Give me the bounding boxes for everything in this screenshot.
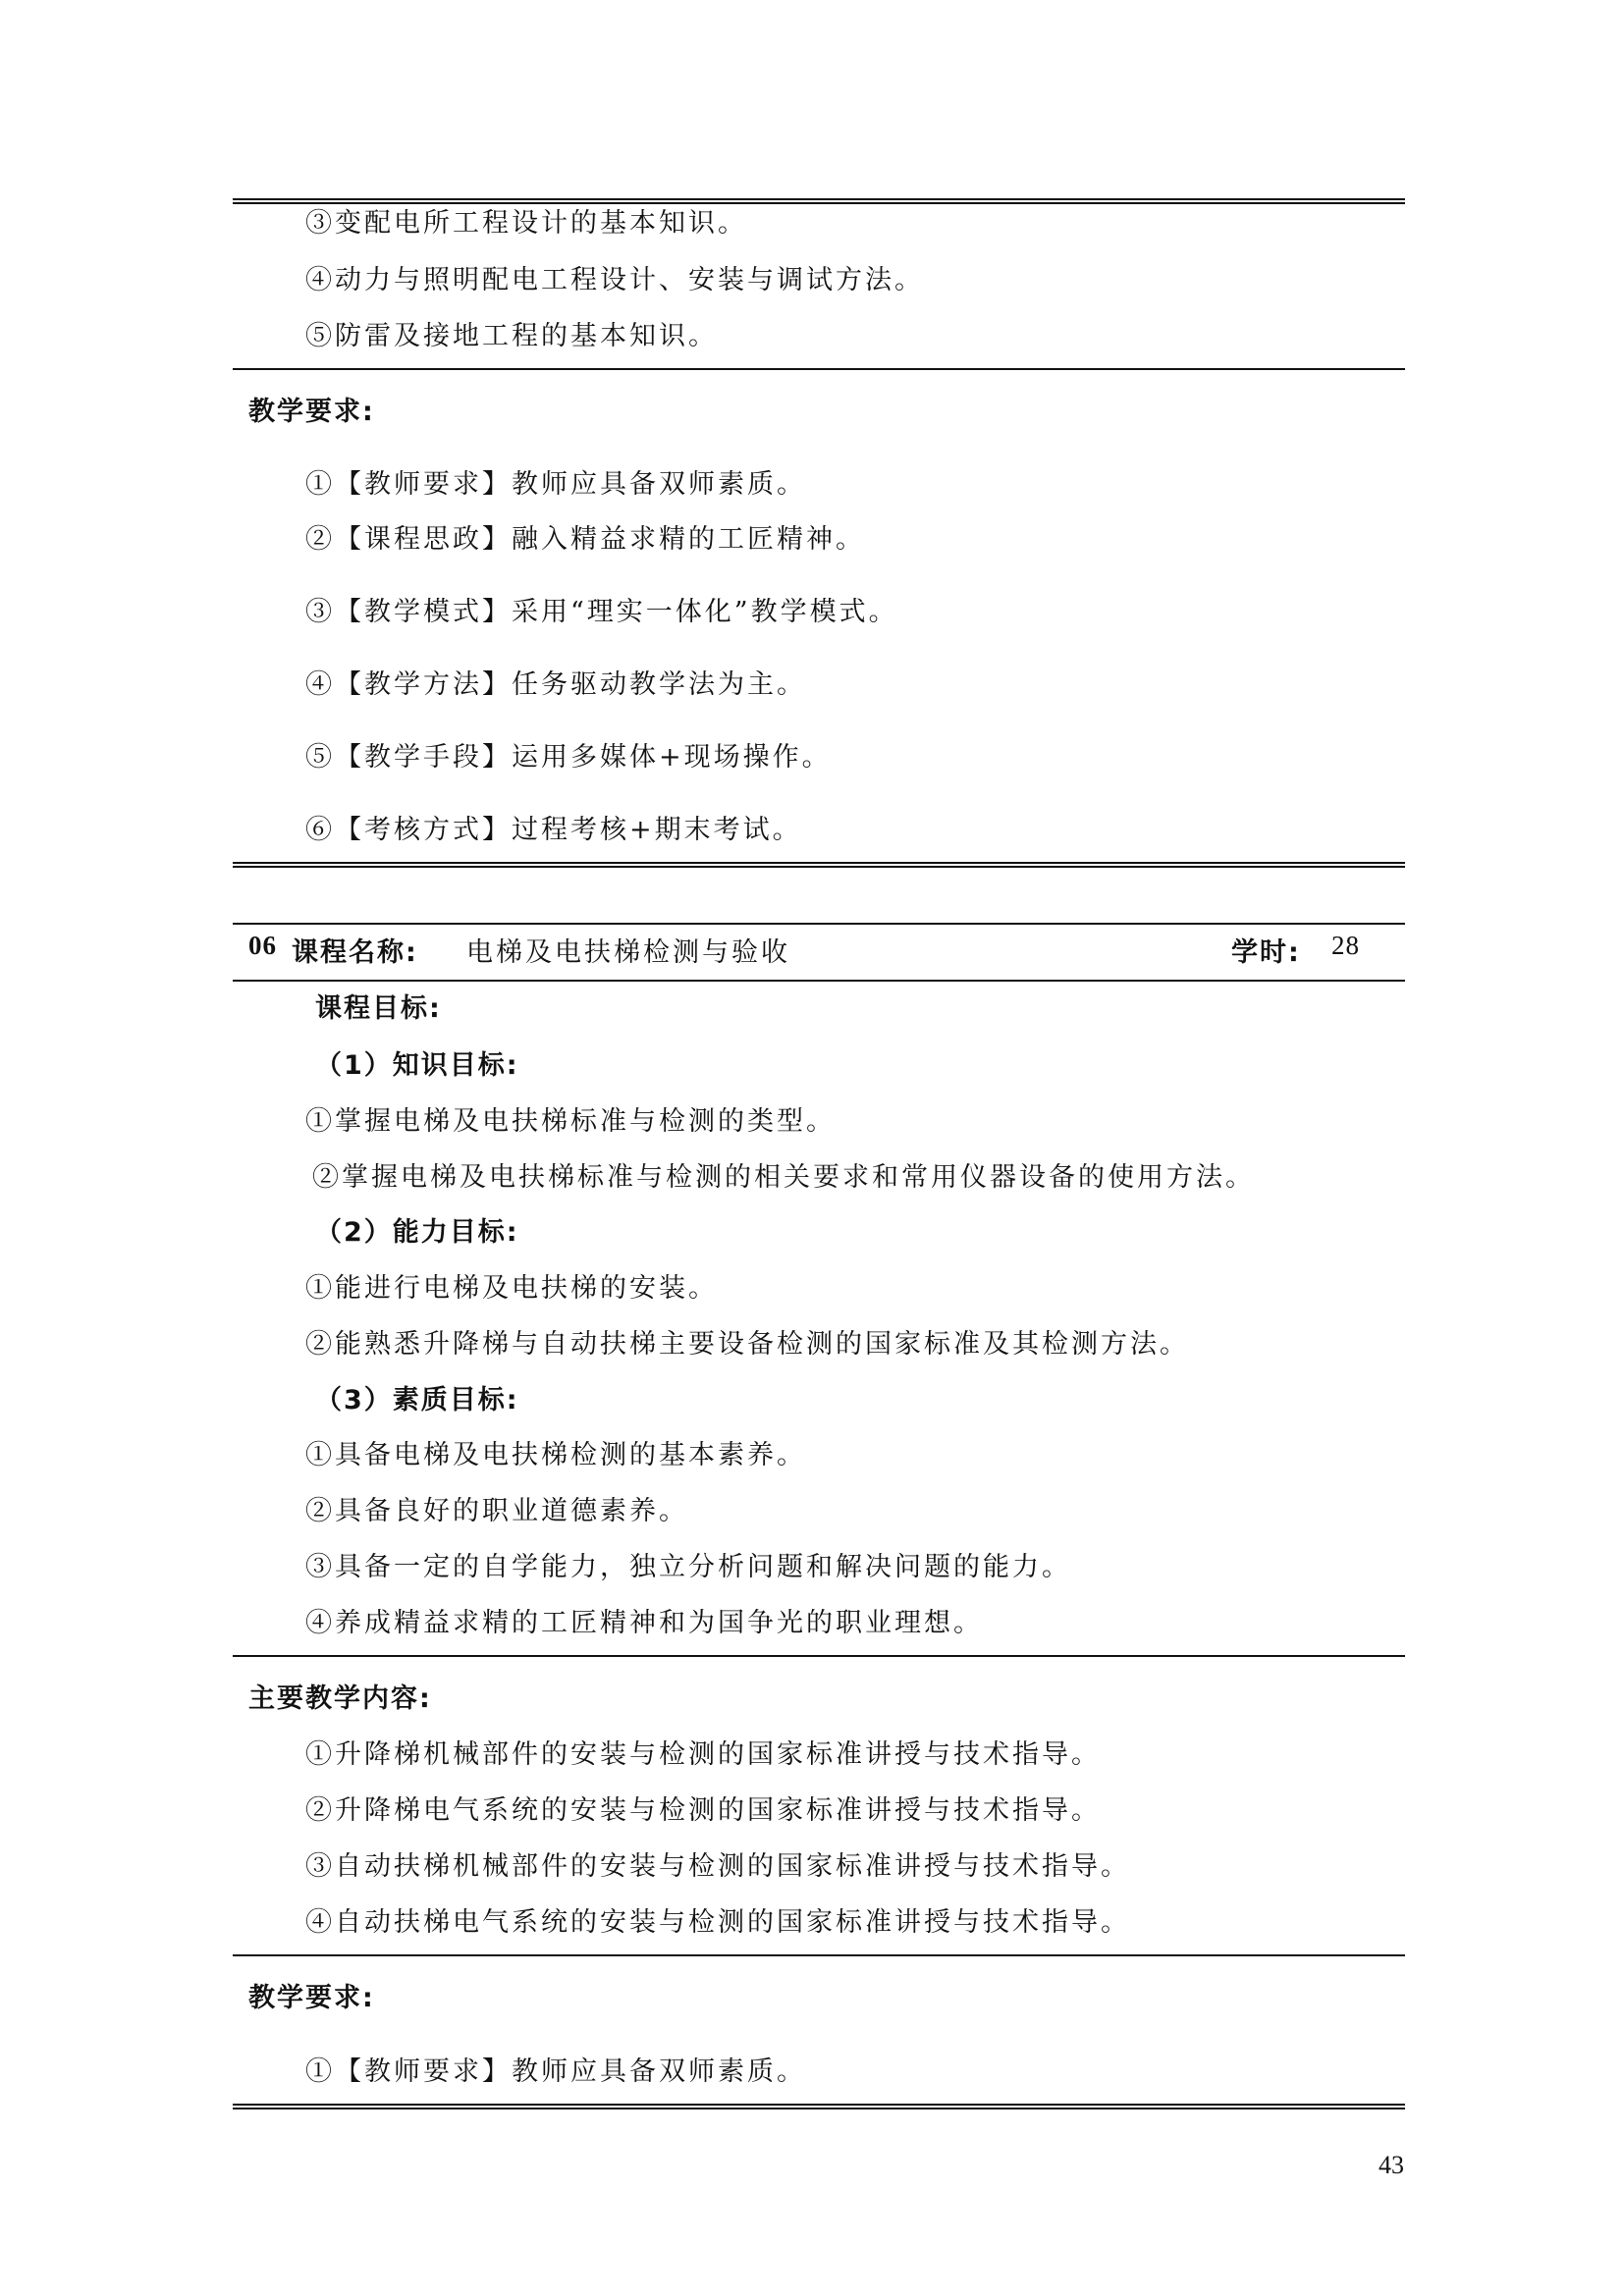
section-end-double-rule: [233, 862, 1405, 868]
requirement-item: ④【教学方法】任务驱动教学法为主。: [305, 669, 806, 700]
course-number: [248, 931, 277, 961]
divider-rule: [233, 368, 1405, 370]
course-header-top-rule: [233, 923, 1405, 925]
knowledge-item: ②掌握电梯及电扶梯标准与检测的相关要求和常用仪器设备的使用方法。: [312, 1162, 1255, 1193]
course-name: 电梯及电扶梯检测与验收: [466, 937, 790, 968]
divider-rule: [233, 1954, 1405, 1956]
hours-value: 28: [1331, 931, 1360, 960]
knowledge-item: ①掌握电梯及电扶梯标准与检测的类型。: [305, 1106, 836, 1137]
content-item: ④自动扶梯电气系统的安装与检测的国家标准讲授与技术指导。: [305, 1907, 1130, 1938]
quality-item: ①具备电梯及电扶梯检测的基本素养。: [305, 1440, 806, 1470]
page-number: 43: [1379, 2151, 1404, 2179]
bottom-double-rule: [233, 2104, 1405, 2109]
requirement-item: ③【教学模式】采用“理实一体化”教学模式。: [305, 597, 898, 627]
content-item: ②升降梯电气系统的安装与检测的国家标准讲授与技术指导。: [305, 1795, 1101, 1826]
content-item: ③变配电所工程设计的基本知识。: [305, 208, 747, 239]
quality-heading: （3）素质目标:: [315, 1385, 519, 1415]
requirements-heading: 教学要求:: [248, 1983, 375, 2013]
hours-label: 学时:: [1231, 937, 1301, 968]
requirement-item: ⑤【教学手段】运用多媒体+现场操作。: [305, 742, 832, 773]
ability-item: ②能熟悉升降梯与自动扶梯主要设备检测的国家标准及其检测方法。: [305, 1329, 1189, 1360]
course-number-value: 06: [248, 931, 277, 960]
content-heading: 主要教学内容:: [248, 1683, 432, 1714]
content-item: ③自动扶梯机械部件的安装与检测的国家标准讲授与技术指导。: [305, 1851, 1130, 1882]
content-item: ④动力与照明配电工程设计、安装与调试方法。: [305, 265, 924, 295]
requirement-item: ①【教师要求】教师应具备双师素质。: [305, 469, 806, 500]
requirement-item: ①【教师要求】教师应具备双师素质。: [305, 2056, 806, 2087]
section-heading-requirements: 教学要求:: [248, 397, 375, 427]
content-item: ⑤防雷及接地工程的基本知识。: [305, 321, 718, 351]
course-name-label: 课程名称:: [292, 937, 418, 968]
divider-rule: [233, 1655, 1405, 1657]
quality-item: ③具备一定的自学能力，独立分析问题和解决问题的能力。: [305, 1552, 1071, 1582]
requirement-item: ⑥【考核方式】过程考核+期末考试。: [305, 815, 802, 845]
content-item: ①升降梯机械部件的安装与检测的国家标准讲授与技术指导。: [305, 1739, 1101, 1770]
course-header-bottom-rule: [233, 980, 1405, 982]
ability-heading: （2）能力目标:: [315, 1217, 519, 1248]
ability-item: ①能进行电梯及电扶梯的安装。: [305, 1273, 718, 1304]
quality-item: ④养成精益求精的工匠精神和为国争光的职业理想。: [305, 1608, 983, 1638]
requirement-item: ②【课程思政】融入精益求精的工匠精神。: [305, 524, 865, 555]
goals-heading: 课程目标:: [315, 993, 442, 1024]
knowledge-heading: （1）知识目标:: [315, 1050, 519, 1081]
quality-item: ②具备良好的职业道德素养。: [305, 1496, 688, 1526]
